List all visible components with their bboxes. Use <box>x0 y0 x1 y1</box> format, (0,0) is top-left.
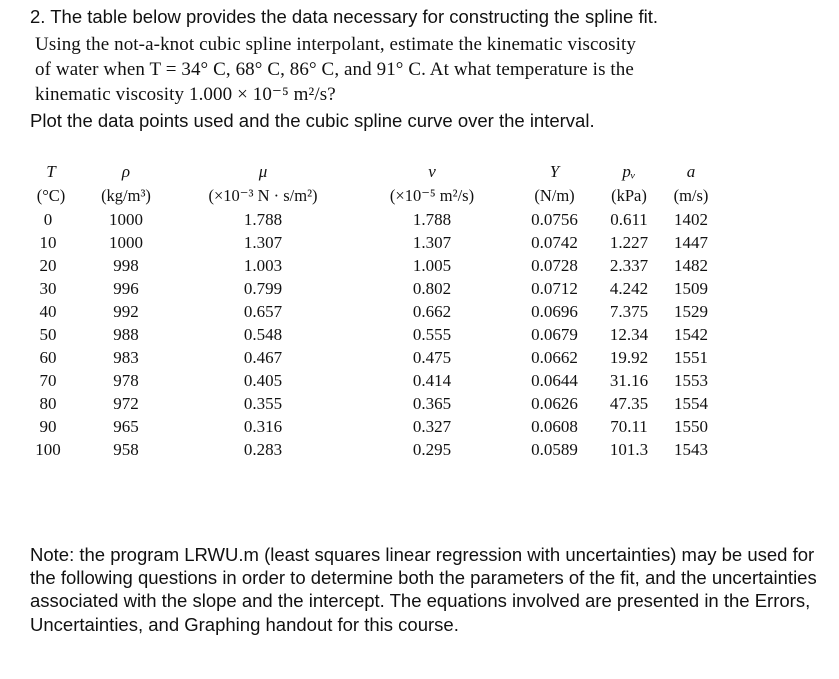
water-properties-table <box>24 160 721 462</box>
cell-surface-tension: 0.0608 <box>531 417 578 437</box>
table-row <box>24 277 721 300</box>
cell-vapor-pressure: 101.3 <box>609 440 649 460</box>
cell-dynamic-viscosity: 0.355 <box>243 394 283 414</box>
symbol-kinematic-viscosity: ν <box>428 162 436 181</box>
cell-density: 978 <box>113 371 139 391</box>
cell-dynamic-viscosity: 0.467 <box>243 348 283 368</box>
table-row <box>24 347 721 370</box>
cell-surface-tension: 0.0589 <box>531 440 578 460</box>
cell-vapor-pressure: 19.92 <box>609 348 649 368</box>
cell-surface-tension: 0.0644 <box>531 371 578 391</box>
cell-dynamic-viscosity: 0.799 <box>243 278 283 298</box>
cell-kinematic-viscosity: 0.327 <box>412 417 452 437</box>
symbol-speed-of-sound: a <box>686 162 696 181</box>
table-row <box>24 254 721 277</box>
cell-temperature: 20 <box>39 255 57 275</box>
cell-kinematic-viscosity: 0.295 <box>412 440 452 460</box>
cell-vapor-pressure: 12.34 <box>609 325 649 345</box>
cell-kinematic-viscosity: 0.802 <box>412 278 452 298</box>
cell-temperature: 50 <box>39 325 57 345</box>
note-text: Note: the program LRWU.m (least squares linear regression with uncertainties) may be used for the following questions in order to determine both the parameters of the fit, and the uncertainties associated with the slope and the intercept. The equations involved are presented in the Errors, Uncertainties, and Graphing handout for this course. <box>30 544 817 635</box>
cell-speed-of-sound: 1543 <box>674 440 708 460</box>
cell-temperature: 80 <box>39 394 57 414</box>
cell-density: 998 <box>113 255 139 275</box>
cell-dynamic-viscosity: 0.405 <box>243 371 283 391</box>
cell-vapor-pressure: 1.227 <box>609 232 649 252</box>
note-paragraph <box>30 543 820 636</box>
cell-speed-of-sound: 1402 <box>674 209 708 229</box>
unit-speed-of-sound: (m/s) <box>673 186 709 205</box>
cell-speed-of-sound: 1542 <box>674 325 708 345</box>
table-row <box>24 439 721 462</box>
cell-temperature: 90 <box>39 417 57 437</box>
cell-temperature: 10 <box>39 232 57 252</box>
symbol-vapor-pressure: pᵥ <box>622 162 636 181</box>
cell-speed-of-sound: 1509 <box>674 278 708 298</box>
table-symbol-row <box>24 160 721 184</box>
question-heading: 2. The table below provides the data necessary for constructing the spline fit. <box>30 6 658 27</box>
cell-vapor-pressure: 70.11 <box>610 417 648 437</box>
table-row <box>24 416 721 439</box>
cell-dynamic-viscosity: 0.548 <box>243 325 283 345</box>
table-row <box>24 208 721 231</box>
cell-temperature: 0 <box>43 209 53 229</box>
unit-temperature: (°C) <box>36 186 66 205</box>
cell-density: 1000 <box>109 232 143 252</box>
cell-speed-of-sound: 1553 <box>674 371 708 391</box>
cell-vapor-pressure: 31.16 <box>609 371 649 391</box>
table-row <box>24 300 721 323</box>
cell-surface-tension: 0.0662 <box>531 348 578 368</box>
cell-kinematic-viscosity: 1.005 <box>412 255 452 275</box>
cell-vapor-pressure: 47.35 <box>609 394 649 414</box>
cell-kinematic-viscosity: 0.365 <box>412 394 452 414</box>
cell-temperature: 30 <box>39 278 57 298</box>
symbol-dynamic-viscosity: μ <box>258 162 268 181</box>
cell-temperature: 100 <box>35 440 61 460</box>
cell-density: 996 <box>113 278 139 298</box>
cell-density: 972 <box>113 394 139 414</box>
cell-vapor-pressure: 0.611 <box>610 209 648 229</box>
cell-temperature: 70 <box>39 371 57 391</box>
cell-density: 965 <box>113 417 139 437</box>
cell-speed-of-sound: 1529 <box>674 301 708 321</box>
cell-surface-tension: 0.0742 <box>531 232 578 252</box>
cell-kinematic-viscosity: 0.475 <box>412 348 452 368</box>
cell-dynamic-viscosity: 1.003 <box>243 255 283 275</box>
cell-vapor-pressure: 2.337 <box>609 255 649 275</box>
cell-surface-tension: 0.0679 <box>531 325 578 345</box>
cell-kinematic-viscosity: 0.662 <box>412 301 452 321</box>
cell-speed-of-sound: 1447 <box>674 232 708 252</box>
cell-dynamic-viscosity: 1.788 <box>243 209 283 229</box>
cell-speed-of-sound: 1554 <box>674 394 708 414</box>
cell-surface-tension: 0.0712 <box>531 278 578 298</box>
unit-density: (kg/m³) <box>101 186 151 205</box>
cell-kinematic-viscosity: 0.555 <box>412 325 452 345</box>
cell-surface-tension: 0.0728 <box>531 255 578 275</box>
symbol-surface-tension: Υ <box>549 162 560 181</box>
table-row <box>24 323 721 346</box>
cell-dynamic-viscosity: 0.316 <box>243 417 283 437</box>
unit-dynamic-viscosity: (×10⁻³ N · s/m²) <box>208 186 318 205</box>
question-text-line-3: of water when T = 34° C, 68° C, 86° C, and 91° C. At what temperature is the <box>35 59 634 80</box>
symbol-density: ρ <box>121 162 131 181</box>
cell-temperature: 40 <box>39 301 57 321</box>
cell-surface-tension: 0.0696 <box>531 301 578 321</box>
cell-vapor-pressure: 4.242 <box>609 278 649 298</box>
cell-speed-of-sound: 1550 <box>674 417 708 437</box>
unit-vapor-pressure: (kPa) <box>611 186 647 205</box>
cell-temperature: 60 <box>39 348 57 368</box>
unit-kinematic-viscosity: (×10⁻⁵ m²/s) <box>389 186 475 205</box>
cell-surface-tension: 0.0756 <box>531 209 578 229</box>
cell-density: 958 <box>113 440 139 460</box>
table-row <box>24 370 721 393</box>
table-body <box>24 208 721 462</box>
symbol-temperature: T <box>46 162 56 181</box>
plot-instruction: Plot the data points used and the cubic spline curve over the interval. <box>30 110 595 131</box>
cell-vapor-pressure: 7.375 <box>609 301 649 321</box>
table-row <box>24 393 721 416</box>
table-row <box>24 231 721 254</box>
question-text-line-2: Using the not-a-knot cubic spline interpolant, estimate the kinematic viscosity <box>35 34 636 55</box>
cell-density: 988 <box>113 325 139 345</box>
table-unit-row <box>24 184 721 208</box>
cell-dynamic-viscosity: 1.307 <box>243 232 283 252</box>
cell-kinematic-viscosity: 0.414 <box>412 371 452 391</box>
cell-speed-of-sound: 1551 <box>674 348 708 368</box>
cell-dynamic-viscosity: 0.283 <box>243 440 283 460</box>
cell-kinematic-viscosity: 1.788 <box>412 209 452 229</box>
cell-speed-of-sound: 1482 <box>674 255 708 275</box>
cell-density: 992 <box>113 301 139 321</box>
unit-surface-tension: (N/m) <box>534 186 575 205</box>
question-text-line-4: kinematic viscosity 1.000 × 10⁻⁵ m²/s? <box>35 84 336 105</box>
cell-surface-tension: 0.0626 <box>531 394 578 414</box>
cell-kinematic-viscosity: 1.307 <box>412 232 452 252</box>
cell-density: 983 <box>113 348 139 368</box>
cell-dynamic-viscosity: 0.657 <box>243 301 283 321</box>
cell-density: 1000 <box>109 209 143 229</box>
